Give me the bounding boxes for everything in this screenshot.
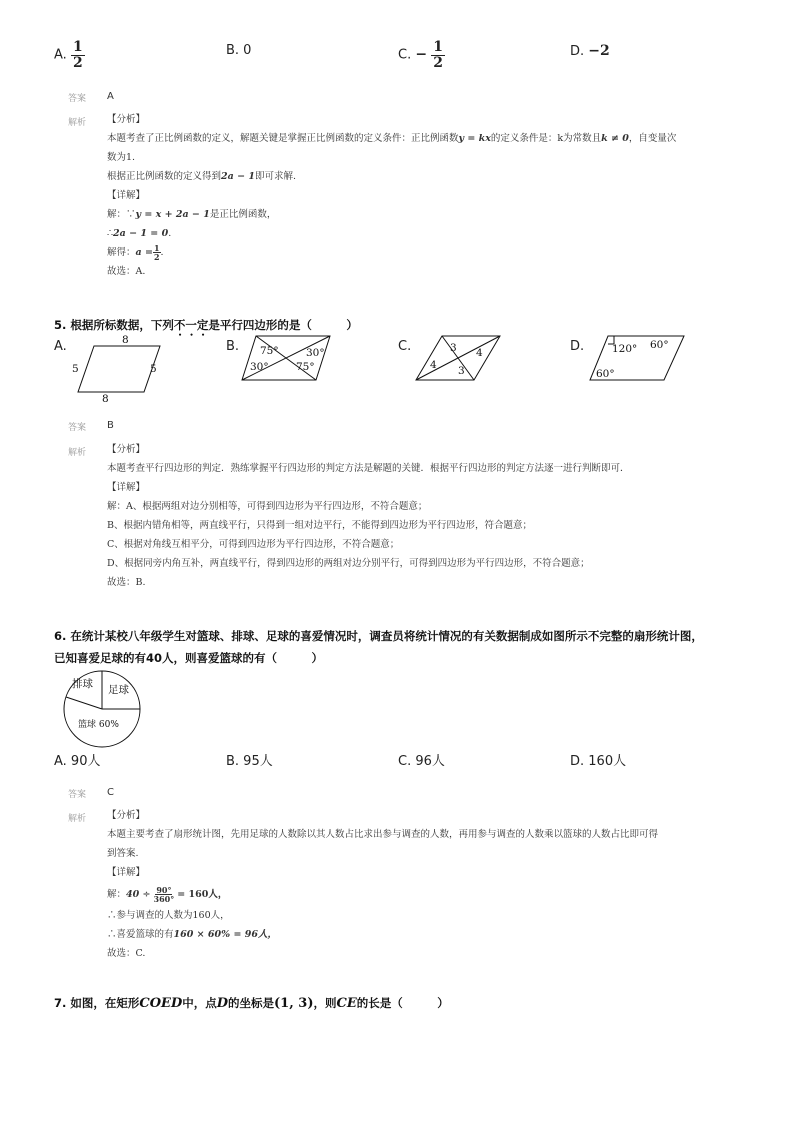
answer-label: 答案 [68,94,87,104]
q5-option-d-label[interactable]: D. [570,339,585,354]
angle-label: 60° [650,339,669,351]
q7-stem: 7. 如图，在矩形COED中，点D的坐标是(1, 3)，则CE的长是（ ） [54,996,449,1011]
angle-label: 30° [306,347,325,359]
side-label-right: 5 [150,363,157,375]
q6-option-d[interactable]: D. 160人 [570,754,627,769]
q6-option-b[interactable]: B. 95人 [226,754,273,769]
q5-figure-b [238,332,338,384]
segment-label: 4 [430,359,437,371]
emphasis-text: 不一定 [173,318,209,332]
angle-label: 75° [260,345,279,357]
segment-label: 4 [476,347,483,359]
answer-value: A [107,91,114,102]
q5-option-c-label[interactable]: C. [398,339,412,354]
q5-figure-a [66,332,176,404]
angle-label: 30° [250,361,269,373]
q6-explanation: 【分析】 本题主要考查了扇形统计图，先用足球的人数除以其人数占比求出参与调查的人数，再用参与调查的人数乘以篮球的人数占比即可得 到答案. 【详解】 解： 40 ÷ $\frac{90^\circ}{360^\circ}$ = 160人， ∴参与调查的人数为160人， ∴喜爱篮球的有160 × 60% = 96人， 故选：C. [107,810,659,959]
q5-option-a-label[interactable]: A. [54,339,67,354]
q4-explanation: 【分析】 本题考查了正比例函数的定义，解题关键是掌握正比例函数的定义条件：正比例函数y = kx的定义条件是：k为常数且k ≠ 0，自变量次 数为1. 根据正比例函数的定义得到2a − 1即可求解. 【详解】 解：∵y = x + 2a − 1是正比例函数， ∴2a − 1 = 0. 解得：a = $\frac{1}{2}$ . 故选：A. [107,114,677,277]
fraction-90-over-360: $\frac{90^\circ}{360^\circ}$ [153,884,175,904]
q5-figure-d [588,334,688,384]
q4-option-b[interactable]: B. 0 [226,43,252,58]
angle-label: 75° [296,361,315,373]
segment-label: 3 [450,342,457,354]
pie-label-football: 足球 [108,684,129,696]
analysis-label: 解析 [68,814,87,824]
pie-label-basketball: 篮球 60% [78,720,119,730]
side-label-top: 8 [122,334,129,346]
fraction-one-half: $\frac{1}{2}$ [433,39,443,71]
q5-explanation: 【分析】 本题考查平行四边形的判定．熟练掌握平行四边形的判定方法是解题的关键．根据平行四边形的判定方法逐一进行判断即可． 【详解】 解：A、根据两组对边分别相等，可得到四边形为平行四边形，不符合题意； B、根据内错角相等，两直线平行，只得到一组对边平行，不能得到四边形为平行四边形，符合题意； C、根据对角线互相平分，可得到四边形为平行四边形，不符合题意； D、根据同旁内角互补，两直线平行，得到四边形的两组对边分别平行，可得到四边形为平行四边形，不符合题意； 故选：B. [107,444,630,588]
q5-figure-c [412,334,502,384]
q6-pie-chart [52,668,152,750]
q5-option-b-label[interactable]: B. [226,339,240,354]
answer-value: C [107,787,114,798]
analysis-label: 解析 [68,118,87,128]
answer-value: B [107,420,114,431]
answer-label: 答案 [68,423,87,433]
angle-label: 60° [596,368,615,380]
q6-stem: 6. 在统计某校八年级学生对篮球、排球、足球的喜爱情况时，调查员将统计情况的有关数据制成如图所示不完整的扇形统计图， 已知喜爱足球的有40人，则喜爱篮球的有（ ） [54,629,703,665]
answer-label: 答案 [68,790,87,800]
q4-option-a[interactable]: A. $\frac{1}{2}$ [54,39,83,71]
fraction-one-half: $\frac{1}{2}$ [72,39,83,71]
side-label-bottom: 8 [102,393,109,404]
q6-option-c[interactable]: C. 96人 [398,754,445,769]
analysis-label: 解析 [68,448,87,458]
angle-label: 120° [612,343,638,355]
side-label-left: 5 [72,363,79,375]
fraction-one-half: $\frac{1}{2}$ [153,243,160,262]
q4-option-d[interactable]: D. −2 [570,43,610,59]
q5-stem: 5. 根据所标数据，下列不一定是平行四边形的是（ ） [54,318,358,332]
q4-option-c[interactable]: C. − $\frac{1}{2}$ [398,39,443,71]
q6-option-a[interactable]: A. 90人 [54,754,101,769]
segment-label: 3 [458,365,465,377]
pie-label-volleyball: 排球 [72,678,93,690]
